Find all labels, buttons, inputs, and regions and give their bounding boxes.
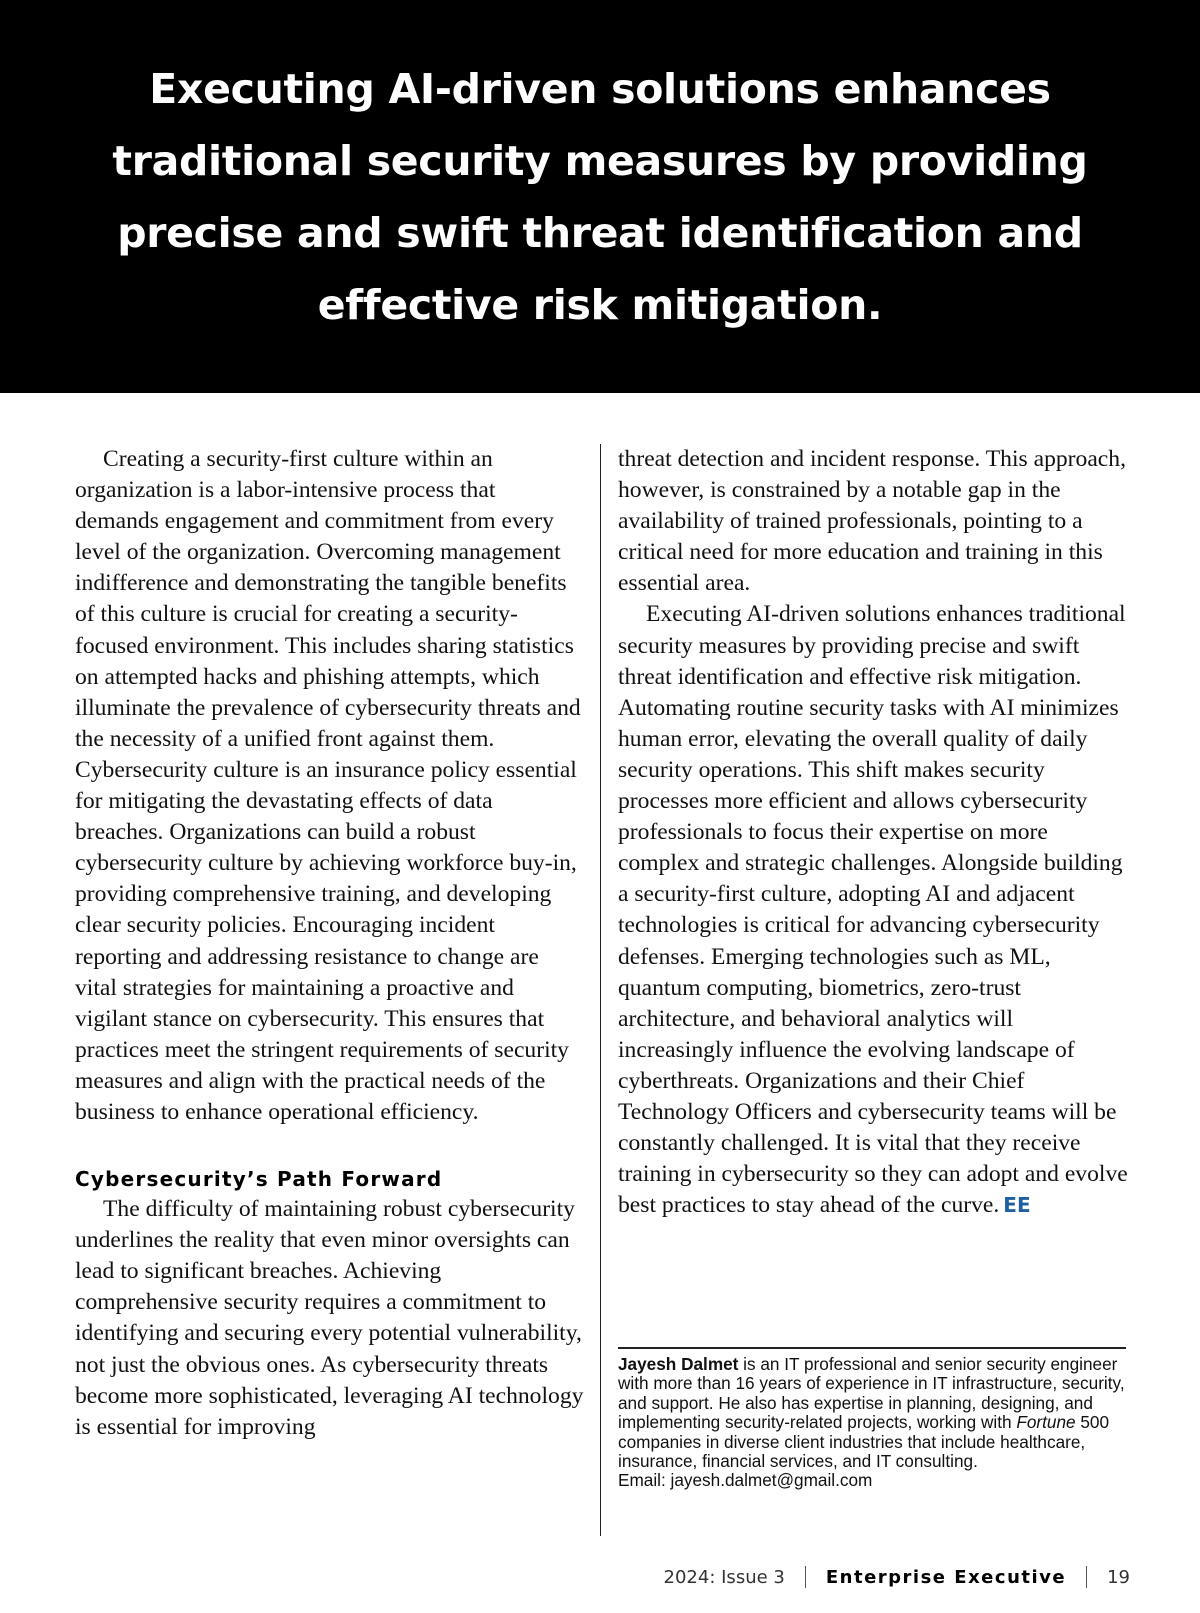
bio-text-end: 500 companies in diverse client industries that include healthcare, insurance, financial services, and IT consulting. <box>618 1412 1110 1472</box>
article-paragraph: Creating a security-first culture within an organization is a labor-intensive process that demands engagement and commitment from every level of the organization. Overcoming management indifference and demonstrating the tangible benefits of this culture is crucial for creating a security-focused environment. This includes sharing statistics on attempted hacks and phishing attempts, which illuminate the prevalence of cybersecurity threats and the necessity of a unified front against them. Cybersecurity culture is an insurance policy essential for mitigating the devastating effects of data breaches. Organizations can build a robust cybersecurity culture by achieving workforce buy-in, providing comprehensive training, and developing clear security policies. Encouraging incident reporting and addressing resistance to change are vital strategies for maintaining a proactive and vigilant stance on cybersecurity. This ensures that practices meet the stringent requirements of security measures and align with the practical needs of the business to enhance operational efficiency. <box>75 446 581 1125</box>
bio-divider <box>618 1347 1126 1349</box>
bio-fortune: Fortune <box>1016 1412 1076 1433</box>
issue-label: 2024: Issue 3 <box>663 1566 785 1588</box>
magazine-name: Enterprise Executive <box>825 1566 1067 1588</box>
pullquote: Executing AI-driven solutions enhances traditional security measures by providing precise and swift threat identification and effective risk mitigation. <box>112 64 1088 329</box>
author-name: Jayesh Dalmet <box>618 1354 739 1374</box>
end-of-article-mark: EE <box>1003 1193 1031 1218</box>
article-paragraph: The difficulty of maintaining robust cybersecurity underlines the reality that even minor oversights can lead to significant breaches. Achieving comprehensive security requires a commitment to identifying and securing every potential vulnerability, not just the obvious ones. As cybersecurity threats become more sophisticated, leveraging AI technology is essential for improving <box>75 1196 584 1440</box>
article-paragraph-text: Executing AI-driven solutions enhances traditional security measures by providing precise and swift threat identification and effective risk mitigation. Automating routine security tasks with AI minimizes human error, elevating the overall quality of daily security operations. This shift makes security processes more efficient and allows cybersecurity professionals to focus their expertise on more complex and strategic challenges. Alongside building a security-first culture, adopting AI and adjacent technologies is critical for advancing cybersecurity defenses. Emerging technologies such as ML, quantum computing, biometrics, zero-trust architecture, and behavioral analytics will increasingly influence the evolving landscape of cyberthreats. Organizations and their Chief Technology Officers and cybersecurity teams will be constantly challenged. It is vital that they receive training in cybersecurity so they can adopt and evolve best practices to stay ahead of the curve. <box>618 601 1128 1219</box>
pullquote-banner <box>0 0 1200 393</box>
article-column-right <box>618 444 1130 1221</box>
author-bio <box>618 1355 1130 1491</box>
author-email: Email: jayesh.dalmet@gmail.com <box>618 1470 873 1491</box>
column-divider <box>600 444 601 1536</box>
footer-separator <box>1086 1566 1087 1588</box>
article-column-left <box>75 444 585 1443</box>
article-paragraph-continued: threat detection and incident response. This approach, however, is constrained by a notable gap in the availability of trained professionals, pointing to a critical need for more education and training in this essential area. <box>618 446 1126 597</box>
page-footer <box>664 1562 1130 1592</box>
article-paragraph <box>618 599 1130 1221</box>
footer-separator <box>805 1566 806 1588</box>
bio-text: is an IT professional and senior security engineer with more than 16 years of experience in IT infrastructure, security, and support. He also has expertise in planning, designing, and implementing security-related projects, working with <box>618 1354 1125 1433</box>
page-number: 19 <box>1107 1566 1130 1588</box>
section-heading: Cybersecurity’s Path Forward <box>75 1167 443 1192</box>
